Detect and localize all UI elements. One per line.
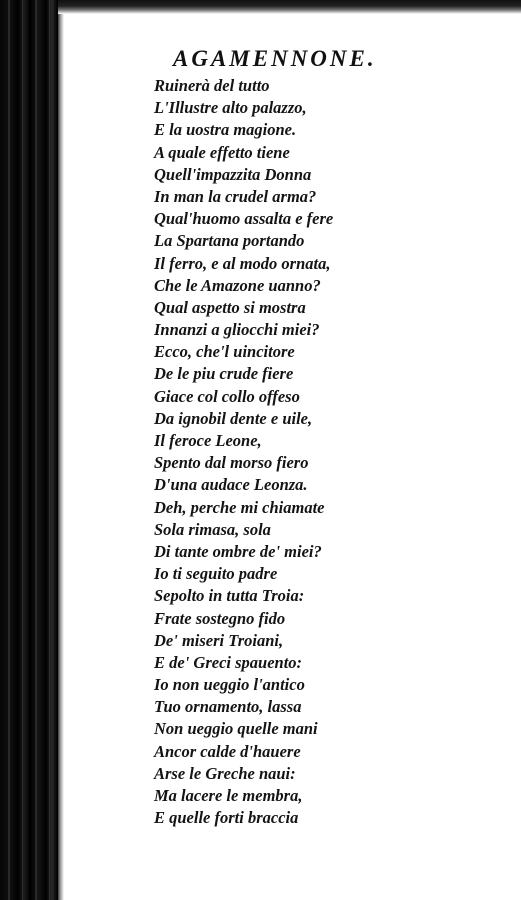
verse-line: Ma lacere le membra, bbox=[154, 786, 303, 805]
verse-line: Ecco, che'l uincitore bbox=[154, 342, 295, 362]
verse-line: Da ignobil dente e uile, bbox=[154, 408, 313, 428]
top-scan-edge bbox=[58, 0, 521, 14]
verse-line: Io ti seguito padre bbox=[154, 564, 278, 584]
verse-line: Il feroce Leone, bbox=[154, 431, 262, 450]
verse-block bbox=[154, 75, 484, 829]
verse-line: E la uostra magione. bbox=[154, 120, 297, 140]
verse-line: E quelle forti braccia bbox=[154, 808, 299, 828]
verse-line: De le piu crude fiere bbox=[154, 364, 294, 384]
verse-line: Deh, perche mi chiamate bbox=[154, 497, 325, 517]
verse-line: L'Illustre alto palazzo, bbox=[154, 98, 307, 118]
binding-streak bbox=[8, 0, 10, 900]
verse-line: Quell'impazzita Donna bbox=[154, 164, 312, 184]
binding-streak bbox=[35, 0, 37, 900]
binding-streak bbox=[49, 0, 50, 900]
verse-line: Frate sostegno fido bbox=[154, 608, 286, 628]
verse-line: Sepolto in tutta Troia: bbox=[154, 586, 305, 606]
verse-line: Tuo ornamento, lassa bbox=[154, 697, 302, 717]
verse-line: La Spartana portando bbox=[154, 231, 305, 251]
verse-line: Ancor calde d'hauere bbox=[154, 741, 301, 761]
verse-line: Io non ueggio l'antico bbox=[154, 675, 305, 695]
verse-line: Che le Amazone uanno? bbox=[154, 275, 321, 295]
verse-line: A quale effetto tiene bbox=[154, 142, 290, 162]
verse-line: De' miseri Troiani, bbox=[154, 630, 284, 650]
verse-line: Qual aspetto si mostra bbox=[154, 297, 306, 317]
verse-line: Non ueggio quelle mani bbox=[154, 719, 318, 739]
verse-line: In man la crudel arma? bbox=[154, 186, 317, 206]
page-edge bbox=[58, 0, 64, 900]
verse-line: Di tante ombre de' miei? bbox=[154, 541, 322, 561]
verse-line: Giace col collo offeso bbox=[154, 386, 300, 406]
verse-line: E de' Greci spauento: bbox=[154, 652, 303, 672]
verse-line: Innanzi a gliocchi miei? bbox=[154, 320, 320, 340]
verse-line: Ruinerà del tutto bbox=[154, 76, 270, 95]
running-head: AGAMENNONE. bbox=[173, 46, 377, 71]
verse-line: Spento dal morso fiero bbox=[154, 453, 309, 473]
binding-streak bbox=[22, 0, 23, 900]
verse-line: D'una audace Leonza. bbox=[154, 475, 308, 495]
verse-line: Arse le Greche naui: bbox=[154, 763, 296, 783]
verse-line: Sola rimasa, sola bbox=[154, 519, 271, 539]
verse-line: Il ferro, e al modo ornata, bbox=[154, 253, 331, 273]
book-binding bbox=[0, 0, 58, 900]
verse-line: Qual'huomo assalta e fere bbox=[154, 209, 334, 229]
